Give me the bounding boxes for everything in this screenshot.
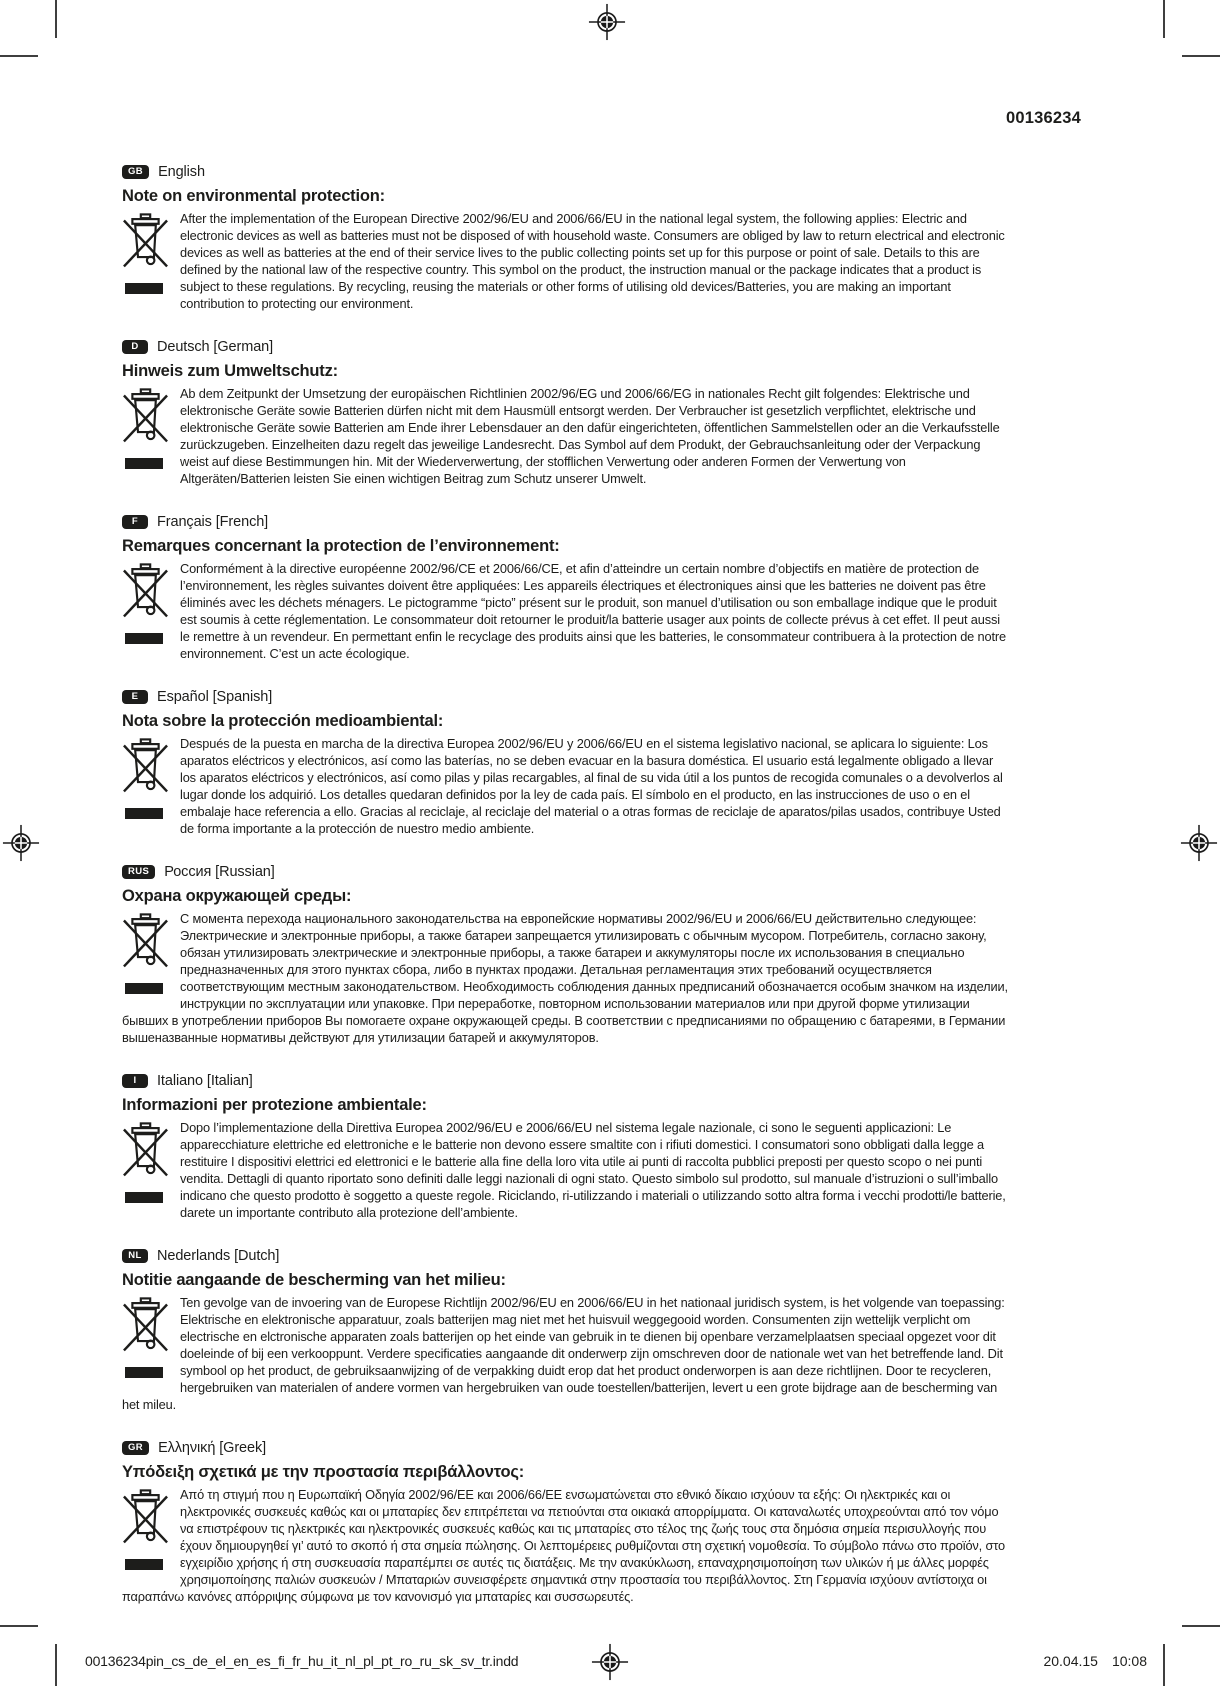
language-name: Ελληνική [Greek] xyxy=(158,1440,267,1456)
language-section xyxy=(122,1440,1011,1605)
footer-date: 20.04.15 xyxy=(1043,1653,1098,1669)
section-body-text: After the implementation of the European Directive 2002/96/EU and 2006/66/EU in the national legal system, the following applies: Electric and electronic devices as well as batteries must not be disposed of with household waste. Consumers are obliged by law to return electrical and electronic devices as well as batteries at the end of their service lives to the public collecting points set up for this purpose or point of sale. Details to this are defined by the national law of the respective country. This symbol on the product, the instruction manual or the package indicates that a product is subject to these regulations. By recycling, reusing the materials or other forms of utilising old devices/Batteries, you are making an important contribution to protecting our environment. xyxy=(180,211,1005,311)
weee-black-bar-icon xyxy=(125,283,163,294)
weee-black-bar-icon xyxy=(125,983,163,994)
section-heading: Охрана окружающей среды: xyxy=(122,887,352,905)
registration-mark-icon xyxy=(591,1643,629,1681)
language-badge-row xyxy=(122,1073,1011,1089)
section-body xyxy=(122,1294,1011,1413)
weee-crossed-bin-icon xyxy=(122,1122,169,1203)
sections xyxy=(122,164,1011,1632)
language-code-badge: GR xyxy=(122,1441,149,1455)
language-code-badge: GB xyxy=(122,165,149,179)
section-heading: Hinweis zum Umweltschutz: xyxy=(122,362,338,380)
document-number: 00136234 xyxy=(1005,109,1081,127)
footer-datetime xyxy=(1043,1653,1147,1669)
crop-mark xyxy=(1163,0,1165,38)
section-body-text: Από τη στιγμή που η Ευρωπαϊκή Οδηγία 2002/96/ΕΕ και 2006/66/ΕΕ ενσωματώνεται στο εθνικό δίκαιο ισχύουν τα εξής: Οι ηλεκτρικές και οι ηλεκτρονικές συσκευές καθώς και οι μπαταρίες δεν επιτρέπεται να πετιούνται στα οικιακά απορρίμματα. Οι καταναλωτές υποχρεούνται από τον νόμο να επιστρέφουν τις ηλεκτρικές και ηλεκτρονικές συσκευές καθώς και τις μπαταρίες στο τέλος της ζωής τους στα δημόσια σημεία περισυλλογής που έχουν δημιουργηθεί γι’ αυτό το σκοπό ή στα σημεία πώλησης. Οι λεπτομέρειες ρυθμίζονται στη σχετική νομοθεσία. Το σύμβολο πάνω στο προϊόν, στο εγχειρίδιο χρήσης ή στη συσκευασία παραπέμπει σε αυτές τις διατάξεις. Με την ανακύκλωση, επαναχρησιμοποίηση των υλικών ή με άλλες μορφές χρησιμοποίησης παλιών συσκευών / Μπαταριών συνεισφέρετε σημαντικά στην προστασία του περιβάλλοντος. Στη Γερμανία ισχύουν αντίστοιχα οι παραπάνω κανόνες απόρριψης σύμφωνα με τον κανονισμό για μπαταρίες και συσσωρευτές. xyxy=(122,1487,1005,1604)
language-badge-row xyxy=(122,1248,1011,1264)
weee-crossed-bin-icon xyxy=(122,1489,169,1570)
registration-mark-icon xyxy=(1180,824,1218,862)
crop-mark xyxy=(1182,1625,1220,1627)
language-badge-row xyxy=(122,689,1011,705)
language-section xyxy=(122,1248,1011,1413)
section-body-text: Ab dem Zeitpunkt der Umsetzung der europäischen Richtlinien 2002/96/EG und 2006/66/EG in nationales Recht gilt folgendes: Elektrische und elektronische Geräte sowie Batterien dürfen nicht mit dem Hausmüll entsorgt werden. Der Verbraucher ist gesetzlich verpflichtet, elektrische und elektronische Geräte sowie Batterien am Ende ihrer Lebensdauer an den dafür eingerichteten, öffentlichen Sammelstellen oder an die Verkaufsstelle zurückzugeben. Einzelheiten dazu regelt das jeweilige Landesrecht. Das Symbol auf dem Produkt, der Gebrauchsanleitung oder der Verpackung weist auf diese Bestimmungen hin. Mit der Wiederverwertung, der stofflichen Verwertung oder anderen Formen der Verwertung von Altgeräten/Batterien leisten Sie einen wichtigen Beitrag zum Schutz unserer Umwelt. xyxy=(180,386,1000,486)
language-code-badge: F xyxy=(122,515,148,529)
language-name: Nederlands [Dutch] xyxy=(157,1248,280,1264)
crop-mark xyxy=(55,1644,57,1686)
language-code-badge: NL xyxy=(122,1249,148,1263)
weee-black-bar-icon xyxy=(125,1192,163,1203)
weee-crossed-bin-icon xyxy=(122,213,169,294)
language-badge-row xyxy=(122,864,1011,880)
weee-crossed-bin-icon xyxy=(122,563,169,644)
weee-black-bar-icon xyxy=(125,1367,163,1378)
section-body xyxy=(122,1119,1011,1221)
weee-black-bar-icon xyxy=(125,808,163,819)
weee-black-bar-icon xyxy=(125,458,163,469)
section-body xyxy=(122,910,1011,1046)
language-name: Français [French] xyxy=(157,514,269,530)
section-body xyxy=(122,1486,1011,1605)
section-body xyxy=(122,210,1011,312)
section-body xyxy=(122,385,1011,487)
footer-filename: 00136234pin_cs_de_el_en_es_fi_fr_hu_it_nl_pl_pt_ro_ru_sk_sv_tr.indd xyxy=(85,1653,519,1669)
crop-mark xyxy=(55,0,57,38)
language-name: Россия [Russian] xyxy=(164,864,275,880)
language-section xyxy=(122,864,1011,1046)
section-heading: Nota sobre la protección medioambiental: xyxy=(122,712,444,730)
language-section xyxy=(122,689,1011,837)
section-body-text: Después de la puesta en marcha de la directiva Europea 2002/96/EU y 2006/66/EU en el sistema legislativo nacional, se aplicara lo siguiente: Los aparatos eléctricos y electrónicos, así como las baterías, no se deben evacuar en la basura doméstica. El usuario está legalmente obligado a llevar los aparatos eléctricos y electrónicos, así como pilas y pilas recargables, al final de su vida útil a los puntos de recogida comunales o a devolverlos al lugar donde los adquirió. Los detalles quedaran definidos por la ley de cada país. El símbolo en el producto, en las instrucciones de uso o en el embalaje hace referencia a ello. Gracias al reciclaje, al reciclaje del material o a otras formas de reciclaje de aparatos/pilas usados, contribuye Usted de forma importante a la protección de nuestro medio ambiente. xyxy=(180,736,1003,836)
weee-crossed-bin-icon xyxy=(122,738,169,819)
weee-crossed-bin-icon xyxy=(122,388,169,469)
section-heading: Note on environmental protection: xyxy=(122,187,385,205)
language-code-badge: E xyxy=(122,690,148,704)
weee-crossed-bin-icon xyxy=(122,1297,169,1378)
language-code-badge: D xyxy=(122,340,148,354)
language-badge-row xyxy=(122,339,1011,355)
language-section xyxy=(122,514,1011,662)
language-badge-row xyxy=(122,164,1011,180)
language-name: Español [Spanish] xyxy=(157,689,273,705)
section-body-text: Ten gevolge van de invoering van de Europese Richtlijn 2002/96/EU en 2006/66/EU in het nationaal juridisch system, is het volgende van toepassing: Elektrische en elektronische apparatuur, zoals batterijen mag niet met het huisvuil weggegooid worden. Consumenten zijn wettelijk verplicht om electrische en elctronische apparaten zoals batterijen op het einde van gebruik in te dienen bij openbare verzamelplaatsen speciaal opgezet voor dit doeleinde of bij een verkooppunt. Verdere specificaties aangaande dit onderwerp zijn omschreven door de nationale wet van het betreffende land. Dit symbool op het product, de gebruiksaanwijzing of de verpakking duidt erop dat het product onderworpen is aan deze richtlijnen. Door te recycleren, hergebruiken van materialen of andere vormen van hergebruiken van oude toestellen/batterijen, levert u een grote bijdrage aan de bescherming van het mileu. xyxy=(122,1295,1005,1412)
section-body xyxy=(122,560,1011,662)
language-name: Deutsch [German] xyxy=(157,339,274,355)
language-name: English xyxy=(158,164,205,180)
language-badge-row xyxy=(122,514,1011,530)
crop-mark xyxy=(1182,55,1220,57)
crop-mark xyxy=(0,1625,38,1627)
language-badge-row xyxy=(122,1440,1011,1456)
language-code-badge: I xyxy=(122,1074,148,1088)
language-section xyxy=(122,339,1011,487)
section-heading: Remarques concernant la protection de l’environnement: xyxy=(122,537,560,555)
section-body xyxy=(122,735,1011,837)
weee-black-bar-icon xyxy=(125,1559,163,1570)
language-section xyxy=(122,164,1011,312)
language-name: Italiano [Italian] xyxy=(157,1073,253,1089)
registration-mark-icon xyxy=(2,824,40,862)
section-heading: Notitie aangaande de bescherming van het milieu: xyxy=(122,1271,506,1289)
crop-mark xyxy=(0,55,38,57)
weee-black-bar-icon xyxy=(125,633,163,644)
section-heading: Informazioni per protezione ambientale: xyxy=(122,1096,427,1114)
crop-mark xyxy=(1163,1644,1165,1686)
language-section xyxy=(122,1073,1011,1221)
section-body-text: Conformément à la directive européenne 2002/96/CE et 2006/66/CE, et afin d’atteindre un certain nombre d’objectifs en matière de protection de l’environnement, les règles suivantes doivent être appliquées: Les appareils électriques et électroniques ainsi que les batteries ne doivent pas être éliminés avec les déchets ménagers. Le pictogramme “picto” présent sur le produit, son manuel d’utilisation ou son emballage indique que le produit est soumis à cette réglementation. Le consommateur doit retourner le produit/la batterie usager aux points de collecte prévus à cet effet. Il peut aussi le remettre à un revendeur. En permettant enfin le recyclage des produits ainsi que les batteries, le consommateur contribuera à la protection de notre environnement. C’est un acte écologique. xyxy=(180,561,1006,661)
weee-crossed-bin-icon xyxy=(122,913,169,994)
footer-time: 10:08 xyxy=(1111,1653,1147,1669)
language-code-badge: RUS xyxy=(122,865,155,879)
section-heading: Υπόδειξη σχετικά με την προστασία περιβάλλοντος: xyxy=(122,1463,524,1481)
section-body-text: С момента перехода национального законодательства на европейские нормативы 2002/96/EU и 2006/66/EU действительно следующее: Электрические и электронные приборы, а также батареи запрещается утилизировать с обычным мусором. Потребитель, согласно закону, обязан утилизировать электрические и электронные приборы, а также батареи и аккумуляторы после их использования в специально предназначенных для этого пунктах сбора, либо в пунктах продажи. Детальная регламентация этих требований осуществляется соответствующим местным законодательством. Необходимость соблюдения данных предписаний обозначается особым значком на изделии, инструкции по эксплуатации или упаковке. При переработке, повторном использовании материалов или при другой форме утилизации бывших в употреблении приборов Вы помогаете охране окружающей среды. В соответствии с предписаниями по обращению с батареями, в Германии вышеназванные нормативы действуют для утилизации батарей и аккумуляторов. xyxy=(122,911,1008,1045)
registration-mark-icon xyxy=(588,3,626,41)
section-body-text: Dopo l’implementazione della Direttiva Europea 2002/96/EU e 2006/66/EU nel sistema legale nazionale, ci sono le seguenti applicazioni: Le apparecchiature elettriche ed elettroniche e le batterie non devono essere smaltite con i rifiuti domestici. I consumatori sono obbligati dalla legge a restituire I dispositivi elettrici ed elettronici e le batterie alla fine della loro vita utile ai punti di raccolta pubblici preposti per questo scopo o nei punti vendita. Dettagli di quanto riportato sono definiti dalle leggi nazionali di ogni stato. Questo simbolo sul prodotto, sul manuale d’istruzioni o sull’imballo indicano che questo prodotto è soggetto a queste regole. Riciclando, ri-utilizzando i materiali o utilizzando sotto altra forma i vecchi prodotti/le batterie, darete un importante contributo alla protezione dell’ambiente. xyxy=(180,1120,1006,1220)
